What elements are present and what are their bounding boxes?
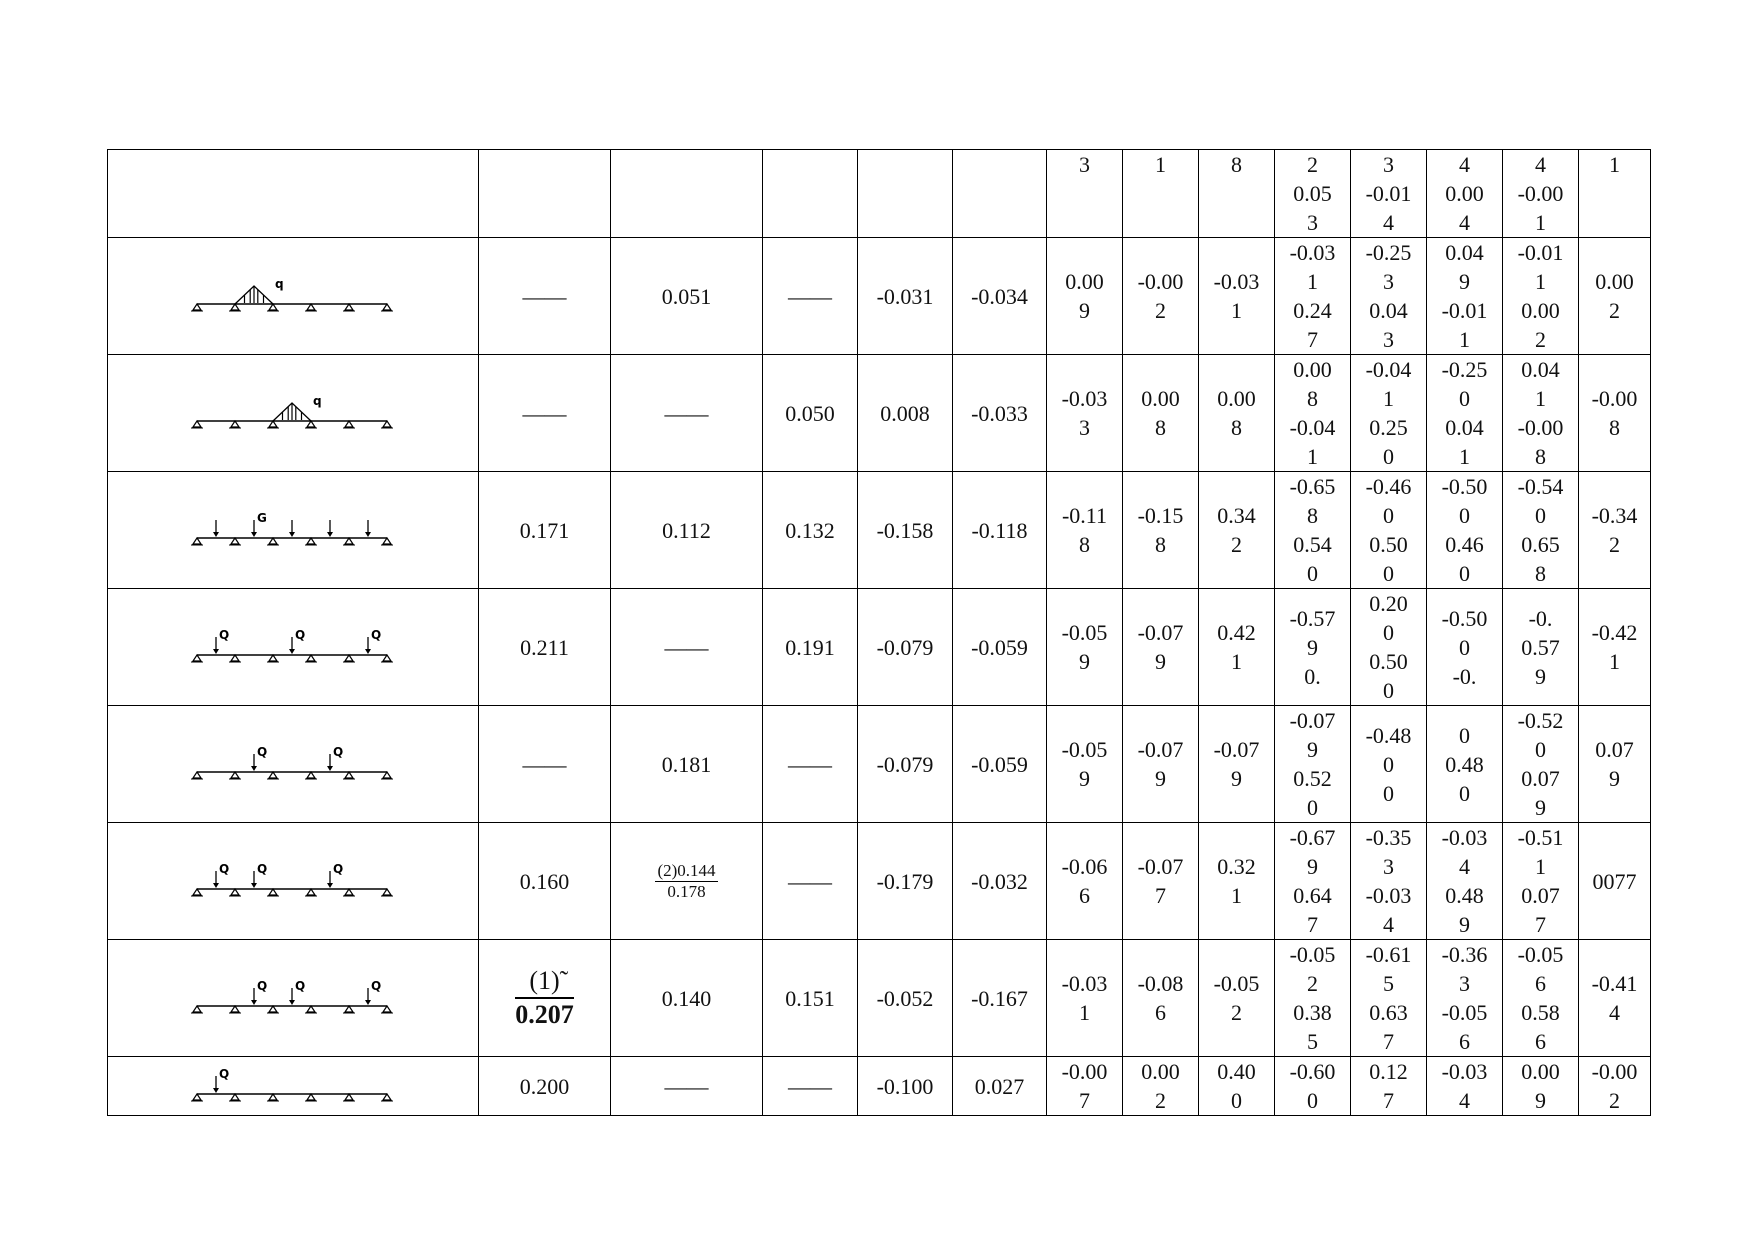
support-icon	[345, 1006, 353, 1012]
table-row	[108, 355, 1651, 472]
support-icon	[307, 655, 315, 661]
table-row	[108, 706, 1651, 823]
cell-mc: -0.034	[953, 238, 1047, 355]
support-icon	[383, 421, 391, 427]
cell-m3: 0.151	[763, 940, 858, 1057]
cell-f: -0.00 8	[1579, 355, 1651, 472]
arrow-head-icon	[251, 532, 257, 537]
fraction-numerator: (2)0.144	[657, 860, 716, 880]
fraction-denominator: 0.178	[667, 881, 706, 901]
support-icon	[269, 1006, 277, 1012]
fraction-value	[515, 965, 574, 1031]
cell-v1: 0.00 8 -0.04 1	[1275, 355, 1351, 472]
cell-m1	[479, 940, 611, 1057]
cell-k1: -0.06 6	[1047, 823, 1123, 940]
support-icon	[193, 655, 201, 661]
cell-f: 0.00 2	[1579, 238, 1651, 355]
cell-v3: 4 0.00 4	[1427, 150, 1503, 238]
load-label: Q	[333, 862, 344, 876]
load-label: q	[313, 394, 322, 408]
support-icon	[383, 1006, 391, 1012]
load-label: Q	[257, 862, 268, 876]
load-diagram-cell	[108, 355, 479, 472]
support-icon	[307, 1006, 315, 1012]
load-label: Q	[219, 628, 230, 642]
cell-v3: -0.36 3 -0.05 6	[1427, 940, 1503, 1057]
support-icon	[307, 421, 315, 427]
continuous-beam-diagram	[183, 972, 403, 1024]
cell-v3: -0.50 0 -0.	[1427, 589, 1503, 706]
cell-mb: -0.179	[858, 823, 953, 940]
cell-k3: -0.07 9	[1199, 706, 1275, 823]
arrow-head-icon	[213, 1088, 219, 1093]
cell-v4: -0.51 1 0.07 7	[1503, 823, 1579, 940]
continuous-beam-diagram	[183, 738, 403, 790]
support-icon	[345, 772, 353, 778]
cell-k3: 0.40 0	[1199, 1057, 1275, 1116]
cell-k3: -0.03 1	[1199, 238, 1275, 355]
load-label: Q	[371, 979, 382, 993]
arrow-head-icon	[289, 1000, 295, 1005]
support-icon	[193, 421, 201, 427]
cell-m1: ——	[479, 238, 611, 355]
cell-v4: -0. 0.57 9	[1503, 589, 1579, 706]
cell-mb: -0.079	[858, 589, 953, 706]
fraction-value	[655, 861, 717, 902]
cell-v3: 0 0.48 0	[1427, 706, 1503, 823]
empty-cell	[611, 150, 763, 238]
arrow-head-icon	[213, 532, 219, 537]
load-diagram-cell	[108, 940, 479, 1057]
load-label: Q	[371, 628, 382, 642]
cell-v3: 0.04 9 -0.01 1	[1427, 238, 1503, 355]
cell-mb: -0.031	[858, 238, 953, 355]
cell-m3: ——	[763, 823, 858, 940]
cell-v2: -0.25 3 0.04 3	[1351, 238, 1427, 355]
cell-v2: -0.46 0 0.50 0	[1351, 472, 1427, 589]
cell-k1: -0.05 9	[1047, 706, 1123, 823]
arrow-head-icon	[251, 883, 257, 888]
cell-k2: -0.07 9	[1123, 589, 1199, 706]
support-icon	[269, 655, 277, 661]
empty-cell	[763, 150, 858, 238]
cell-m3: ——	[763, 706, 858, 823]
cell-v2: 0.12 7	[1351, 1057, 1427, 1116]
cell-k3: 0.32 1	[1199, 823, 1275, 940]
cell-v3: -0.03 4	[1427, 1057, 1503, 1116]
load-label: Q	[219, 1067, 230, 1081]
cell-m1: 0.200	[479, 1057, 611, 1116]
support-icon	[231, 889, 239, 895]
support-icon	[307, 1094, 315, 1100]
continuous-beam-diagram	[183, 270, 403, 322]
cell-m2: ——	[611, 589, 763, 706]
cell-v1: -0.57 9 0.	[1275, 589, 1351, 706]
table-row	[108, 238, 1651, 355]
support-icon	[345, 538, 353, 544]
cell-k1: -0.03 1	[1047, 940, 1123, 1057]
load-label: Q	[295, 628, 306, 642]
load-diagram-cell	[108, 1057, 479, 1116]
cell-m1: 0.211	[479, 589, 611, 706]
cell-k3: 0.34 2	[1199, 472, 1275, 589]
arrow-head-icon	[213, 883, 219, 888]
support-icon	[231, 421, 239, 427]
cell-f: -0.41 4	[1579, 940, 1651, 1057]
table-row	[108, 823, 1651, 940]
cell-k3: -0.05 2	[1199, 940, 1275, 1057]
cell-v4: 4 -0.00 1	[1503, 150, 1579, 238]
load-diagram-cell	[108, 823, 479, 940]
cell-k2: 0.00 8	[1123, 355, 1199, 472]
continuous-beam-diagram	[183, 504, 403, 556]
table-row	[108, 472, 1651, 589]
cell-v4: -0.01 1 0.00 2	[1503, 238, 1579, 355]
cell-mc: 0.027	[953, 1057, 1047, 1116]
cell-v1: -0.60 0	[1275, 1057, 1351, 1116]
cell-m1: ——	[479, 706, 611, 823]
cell-v1: -0.65 8 0.54 0	[1275, 472, 1351, 589]
cell-m2: 0.051	[611, 238, 763, 355]
arrow-head-icon	[289, 649, 295, 654]
cell-f: -0.00 2	[1579, 1057, 1651, 1116]
support-icon	[193, 538, 201, 544]
cell-v4: -0.54 0 0.65 8	[1503, 472, 1579, 589]
arrow-head-icon	[365, 532, 371, 537]
support-icon	[307, 304, 315, 310]
cell-m3: 0.132	[763, 472, 858, 589]
support-icon	[231, 304, 239, 310]
load-label: Q	[219, 862, 230, 876]
support-icon	[269, 538, 277, 544]
load-label: G	[257, 511, 267, 525]
cell-m3: ——	[763, 1057, 858, 1116]
load-label: Q	[257, 979, 268, 993]
support-icon	[345, 1094, 353, 1100]
cell-f: 0.07 9	[1579, 706, 1651, 823]
header-row	[108, 150, 1651, 238]
load-diagram-cell	[108, 706, 479, 823]
cell-mc: -0.059	[953, 706, 1047, 823]
cell-v2: 0.20 0 0.50 0	[1351, 589, 1427, 706]
load-label: q	[275, 277, 284, 291]
cell-f: -0.34 2	[1579, 472, 1651, 589]
support-icon	[345, 304, 353, 310]
cell-m1: 0.160	[479, 823, 611, 940]
empty-cell	[479, 150, 611, 238]
cell-k1: -0.11 8	[1047, 472, 1123, 589]
cell-v4: -0.05 6 0.58 6	[1503, 940, 1579, 1057]
support-icon	[383, 1094, 391, 1100]
cell-mc: -0.167	[953, 940, 1047, 1057]
support-icon	[231, 655, 239, 661]
cell-v1: 2 0.05 3	[1275, 150, 1351, 238]
coefficient-table	[107, 149, 1651, 1116]
arrow-head-icon	[213, 649, 219, 654]
support-icon	[345, 655, 353, 661]
load-diagram-cell	[108, 238, 479, 355]
cell-k2: -0.07 9	[1123, 706, 1199, 823]
support-icon	[231, 1094, 239, 1100]
table-row	[108, 589, 1651, 706]
load-label: Q	[333, 745, 344, 759]
cell-v3: -0.50 0 0.46 0	[1427, 472, 1503, 589]
arrow-head-icon	[327, 883, 333, 888]
load-label: Q	[257, 745, 268, 759]
cell-v3: -0.03 4 0.48 9	[1427, 823, 1503, 940]
fraction-numerator: (1)̃	[515, 965, 574, 999]
arrow-head-icon	[251, 1000, 257, 1005]
support-icon	[307, 538, 315, 544]
cell-k2: 0.00 2	[1123, 1057, 1199, 1116]
cell-m3: 0.050	[763, 355, 858, 472]
support-icon	[307, 772, 315, 778]
cell-k1: -0.03 3	[1047, 355, 1123, 472]
cell-mb: -0.100	[858, 1057, 953, 1116]
support-icon	[269, 421, 277, 427]
load-label: Q	[295, 979, 306, 993]
support-icon	[269, 1094, 277, 1100]
cell-mb: -0.079	[858, 706, 953, 823]
support-icon	[383, 772, 391, 778]
continuous-beam-diagram	[183, 621, 403, 673]
cell-mb: -0.052	[858, 940, 953, 1057]
support-icon	[193, 772, 201, 778]
support-icon	[383, 304, 391, 310]
cell-k2: 1	[1123, 150, 1199, 238]
cell-v4: 0.04 1 -0.00 8	[1503, 355, 1579, 472]
cell-k3: 0.00 8	[1199, 355, 1275, 472]
support-icon	[345, 889, 353, 895]
arrow-head-icon	[251, 766, 257, 771]
cell-k2: -0.00 2	[1123, 238, 1199, 355]
support-icon	[193, 1094, 201, 1100]
arrow-head-icon	[289, 532, 295, 537]
support-icon	[345, 421, 353, 427]
cell-m1: ——	[479, 355, 611, 472]
cell-v4: -0.52 0 0.07 9	[1503, 706, 1579, 823]
arrow-head-icon	[365, 649, 371, 654]
empty-cell	[858, 150, 953, 238]
support-icon	[193, 889, 201, 895]
cell-k3: 0.42 1	[1199, 589, 1275, 706]
cell-f: 0077	[1579, 823, 1651, 940]
cell-v2: -0.48 0 0	[1351, 706, 1427, 823]
cell-m2	[611, 823, 763, 940]
cell-v2: -0.61 5 0.63 7	[1351, 940, 1427, 1057]
support-icon	[193, 304, 201, 310]
fraction-denominator: 0.207	[515, 1000, 574, 1029]
cell-v1: -0.05 2 0.38 5	[1275, 940, 1351, 1057]
cell-k1: 0.00 9	[1047, 238, 1123, 355]
load-diagram-cell	[108, 589, 479, 706]
support-icon	[383, 655, 391, 661]
cell-k1: -0.05 9	[1047, 589, 1123, 706]
cell-k2: -0.08 6	[1123, 940, 1199, 1057]
cell-m1: 0.171	[479, 472, 611, 589]
cell-m2: 0.181	[611, 706, 763, 823]
continuous-beam-diagram	[183, 387, 403, 439]
support-icon	[231, 1006, 239, 1012]
cell-v2: -0.35 3 -0.03 4	[1351, 823, 1427, 940]
cell-mb: 0.008	[858, 355, 953, 472]
support-icon	[383, 538, 391, 544]
cell-f: 1	[1579, 150, 1651, 238]
cell-v1: -0.07 9 0.52 0	[1275, 706, 1351, 823]
cell-k1: -0.00 7	[1047, 1057, 1123, 1116]
arrow-head-icon	[327, 766, 333, 771]
support-icon	[231, 538, 239, 544]
arrow-head-icon	[327, 532, 333, 537]
support-icon	[269, 304, 277, 310]
cell-k2: -0.07 7	[1123, 823, 1199, 940]
cell-mc: -0.032	[953, 823, 1047, 940]
cell-k3: 8	[1199, 150, 1275, 238]
cell-m3: ——	[763, 238, 858, 355]
cell-v1: -0.67 9 0.64 7	[1275, 823, 1351, 940]
support-icon	[269, 772, 277, 778]
support-icon	[269, 889, 277, 895]
support-icon	[193, 1006, 201, 1012]
cell-k1: 3	[1047, 150, 1123, 238]
cell-mc: -0.059	[953, 589, 1047, 706]
empty-cell	[953, 150, 1047, 238]
cell-mb: -0.158	[858, 472, 953, 589]
cell-m2: 0.140	[611, 940, 763, 1057]
support-icon	[307, 889, 315, 895]
cell-m2: ——	[611, 1057, 763, 1116]
cell-mc: -0.033	[953, 355, 1047, 472]
cell-m3: 0.191	[763, 589, 858, 706]
empty-cell	[108, 150, 479, 238]
cell-m2: 0.112	[611, 472, 763, 589]
load-diagram-cell	[108, 472, 479, 589]
continuous-beam-diagram	[183, 855, 403, 907]
cell-m2: ——	[611, 355, 763, 472]
support-icon	[231, 772, 239, 778]
continuous-beam-diagram	[183, 1060, 403, 1112]
table-row	[108, 940, 1651, 1057]
cell-v1: -0.03 1 0.24 7	[1275, 238, 1351, 355]
cell-k2: -0.15 8	[1123, 472, 1199, 589]
cell-f: -0.42 1	[1579, 589, 1651, 706]
cell-mc: -0.118	[953, 472, 1047, 589]
arrow-head-icon	[365, 1000, 371, 1005]
cell-v4: 0.00 9	[1503, 1057, 1579, 1116]
cell-v3: -0.25 0 0.04 1	[1427, 355, 1503, 472]
cell-v2: 3 -0.01 4	[1351, 150, 1427, 238]
cell-v2: -0.04 1 0.25 0	[1351, 355, 1427, 472]
table-row	[108, 1057, 1651, 1116]
support-icon	[383, 889, 391, 895]
